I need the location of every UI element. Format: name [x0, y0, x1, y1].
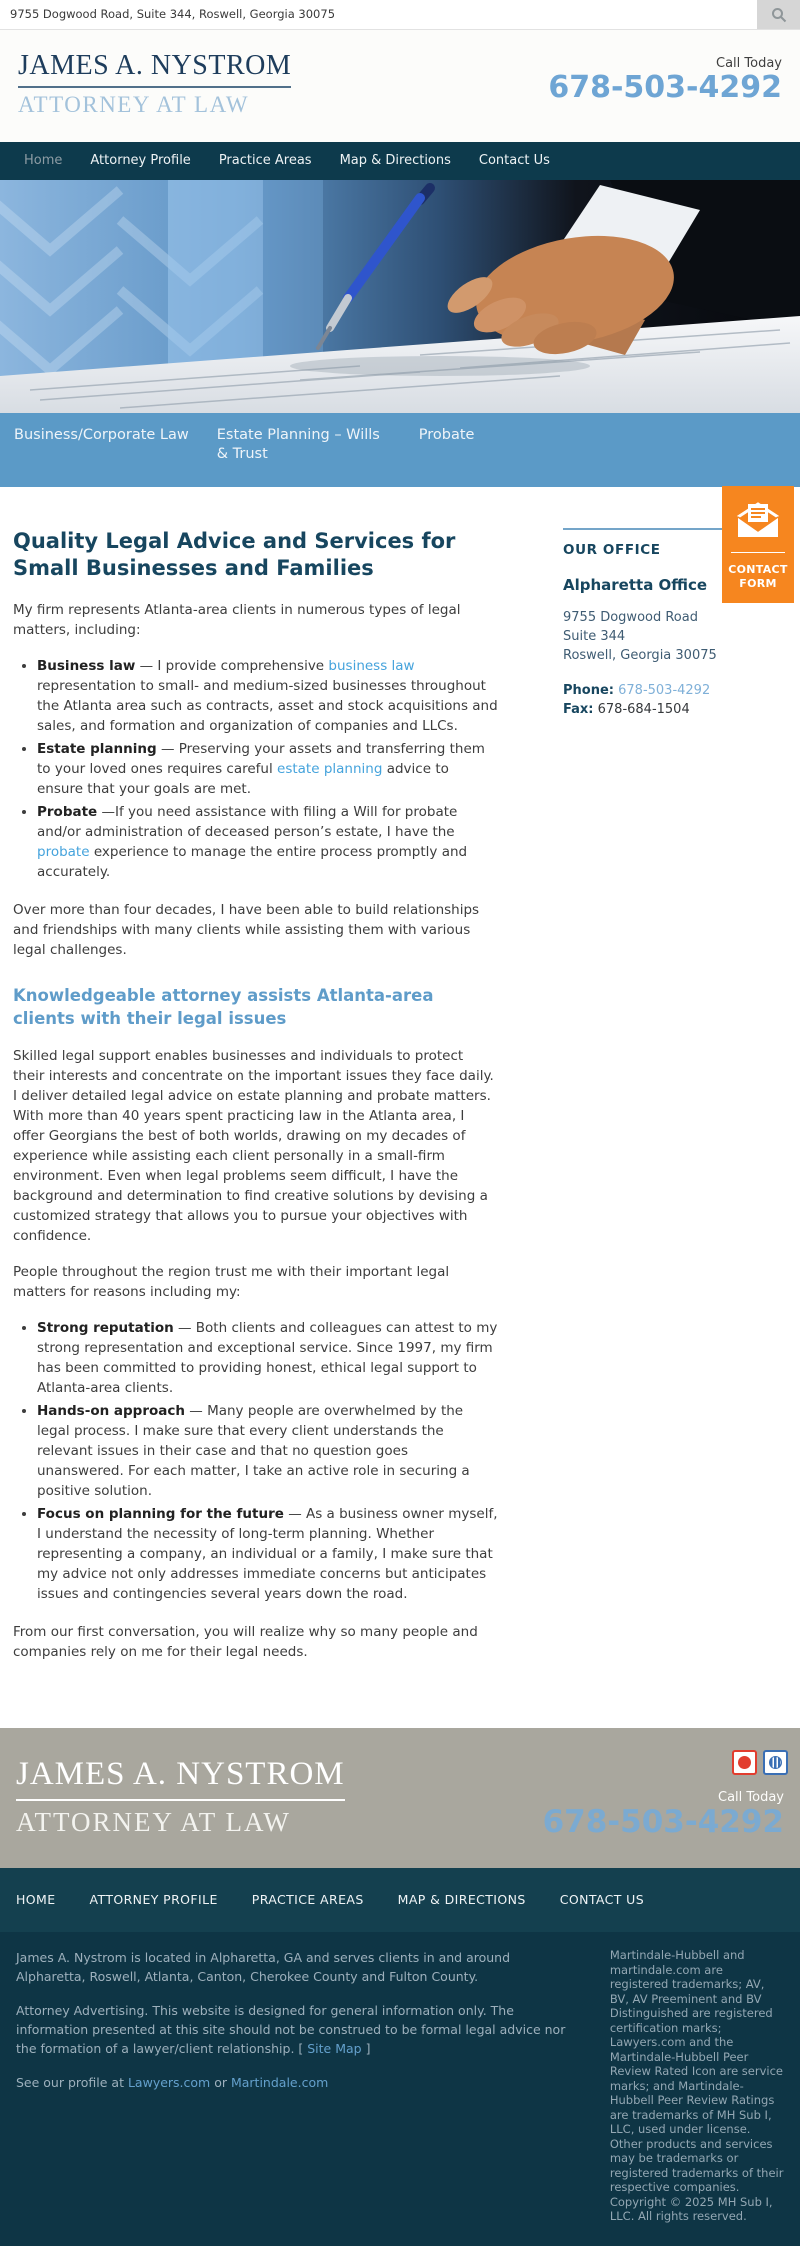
practice-link-probate[interactable]: Probate: [418, 427, 475, 443]
practice-areas-bar: [0, 413, 800, 487]
people-trust-paragraph: People throughout the region trust me with their important legal matters for reasons including my:: [13, 1264, 450, 1300]
footer-call-today-label: Call Today: [718, 1790, 784, 1805]
footer-nav-home[interactable]: HOME: [16, 1892, 56, 1907]
header: [0, 30, 800, 142]
address-line: 9755 Dogwood Road: [563, 610, 698, 625]
section-subheading: Knowledgeable attorney assists Atlanta-area clients with their legal issues: [13, 986, 434, 1028]
bullet-text: — Preserving your assets and transferring them to your loved ones requires careful: [37, 741, 485, 777]
estate-planning-link[interactable]: estate planning: [277, 761, 383, 777]
address-line: Roswell, Georgia 30075: [563, 648, 717, 663]
page-title: Quality Legal Advice and Services for Small Businesses and Families: [13, 529, 456, 580]
social-icon-red[interactable]: [732, 1750, 757, 1775]
fax-number: 678-684-1504: [597, 702, 690, 717]
site-map-link[interactable]: Site Map: [307, 2041, 362, 2056]
nav-item-home[interactable]: Home: [24, 153, 63, 168]
bullet-text: —If you need assistance with filing a Will for probate and/or administration of deceased person’s estate, I have the: [37, 804, 458, 840]
office-phone-link[interactable]: 678-503-4292: [618, 683, 711, 698]
footer-advertising-paragraph: [16, 2001, 566, 2058]
bullet-term: Business law: [37, 658, 136, 674]
footer-profile-text: or: [210, 2075, 231, 2090]
footer-advertising-text: ]: [361, 2041, 371, 2056]
footer-brand-band: [0, 1728, 800, 1868]
decades-paragraph: Over more than four decades, I have been able to build relationships and friendships with many clients while assisting them with various legal challenges.: [13, 902, 480, 958]
list-item: [37, 802, 498, 882]
reasons-bullet-list: [13, 1318, 498, 1604]
nav-item-map-directions[interactable]: Map & Directions: [339, 153, 451, 168]
bullet-term: Strong reputation: [37, 1320, 174, 1336]
list-item: [37, 1318, 498, 1398]
martindale-com-link[interactable]: Martindale.com: [230, 2075, 329, 2090]
list-item: [37, 739, 498, 799]
fax-label: Fax:: [563, 702, 594, 717]
header-phone-number[interactable]: 678-503-4292: [548, 70, 782, 105]
bullet-text: — Both clients and colleagues can attest to my strong representation and exceptional service. Since 1997, my firm has been committed to providing honest, ethical legal support to Atlanta-area clients.: [37, 1320, 498, 1396]
footer-phone-number[interactable]: 678-503-4292: [542, 1804, 784, 1840]
hero-image-graphic: [0, 180, 800, 413]
topbar: [0, 0, 800, 30]
footer-advertising-text: Attorney Advertising. This website is designed for general information only. The information presented at this site should not be construed to be formal legal advice nor the formation of a lawyer/client relationship. [: [16, 2003, 566, 2056]
intro-paragraph: My firm represents Atlanta-area clients in numerous types of legal matters, including:: [13, 602, 461, 638]
closing-paragraph: From our first conversation, you will realize why so many people and companies rely on me for their legal needs.: [13, 1624, 478, 1660]
footer-located-paragraph: James A. Nystrom is located in Alpharetta, GA and serves clients in and around Alpharetta, Roswell, Atlanta, Canton, Cherokee County and Fulton County.: [16, 1950, 511, 1984]
firm-name: JAMES A. NYSTROM: [18, 50, 291, 88]
probate-link[interactable]: probate: [37, 844, 90, 860]
bullet-term: Hands-on approach: [37, 1403, 185, 1419]
firm-tagline: ATTORNEY AT LAW: [18, 92, 250, 117]
phone-label: Phone:: [563, 683, 614, 698]
office-fax-line: [563, 700, 723, 719]
bullet-term: Estate planning: [37, 741, 157, 757]
bullet-text: — I provide comprehensive: [135, 658, 329, 674]
footer-nav-practice-areas[interactable]: PRACTICE AREAS: [251, 1892, 364, 1907]
envelope-icon: [735, 498, 781, 538]
contact-form-label: CONTACT FORM: [728, 563, 788, 590]
address-line: Suite 344: [563, 629, 626, 644]
bullet-text: experience to manage the entire process promptly and accurately.: [37, 844, 468, 880]
footer-nav-attorney-profile[interactable]: ATTORNEY PROFILE: [89, 1892, 218, 1907]
list-item: [37, 1401, 498, 1501]
article-column: [13, 528, 498, 1678]
footer-nav: [0, 1868, 800, 1932]
business-law-link[interactable]: business law: [328, 658, 415, 674]
footer: [0, 1728, 800, 2246]
bullet-text: — Many people are overwhelmed by the legal process. I make sure that every client understands the relevant issues in their case and that no question goes unanswered. For each matter, I take an active role in securing a positive solution.: [37, 1403, 470, 1499]
footer-call-block: [543, 1790, 784, 1839]
footer-nav-map-directions[interactable]: MAP & DIRECTIONS: [397, 1892, 526, 1907]
search-button[interactable]: [757, 0, 800, 29]
topbar-address: 9755 Dogwood Road, Suite 344, Roswell, Georgia 30075: [10, 7, 336, 21]
lawyers-com-link[interactable]: Lawyers.com: [127, 2075, 211, 2090]
search-icon: [771, 7, 787, 23]
office-address: [563, 608, 723, 665]
call-today-label: Call Today: [716, 56, 782, 71]
office-phone-line: [563, 681, 723, 700]
footer-legal-left: [16, 1948, 566, 2246]
list-item: [37, 656, 498, 736]
call-today-block: [548, 56, 782, 106]
blue-badge-glyph: [769, 1756, 782, 1769]
bullet-text: advice to ensure that your goals are met.: [37, 761, 449, 797]
footer-trademark-text: Martindale-Hubbell and martindale.com are registered trademarks; AV, BV, AV Preeminent and BV Distinguished are registered certification marks; Lawyers.com and the Martindale-Hubbell Peer Review Rated Icon are service marks; and Martindale-Hubbell Peer Review Ratings are trademarks of MH Sub I, LLC, used under license. Other products and services may be trademarks or registered trademarks of their respective companies. Copyright © 2025 MH Sub I, LLC. All rights reserved.: [609, 1948, 784, 2223]
nav-item-practice-areas[interactable]: Practice Areas: [218, 153, 312, 168]
skilled-support-paragraph: Skilled legal support enables businesses and individuals to protect their interests and concentrate on the important issues they face daily. I deliver detailed legal advice on estate planning and probate matters. With more than 40 years spent practicing law in the Atlanta area, I offer Georgians the best of both worlds, drawing on my decades of experience while assisting each client personally in a small-firm environment. Even when legal problems seem difficult, I have the background and determination to find creative solutions by devising a customized strategy that allows you to pursue your objectives with confidence.: [13, 1048, 494, 1244]
bullet-text: — As a business owner myself, I understand the necessity of long-term planning. Whether representing a company, an individual or a family, I make sure that my advice not only addresses immediate concerns but anticipates issues and contingencies several years down the road.: [37, 1506, 498, 1602]
practice-link-business-corporate-law[interactable]: Business/Corporate Law: [14, 427, 189, 443]
main-nav: [0, 142, 800, 180]
footer-firm-name: JAMES A. NYSTROM: [16, 1756, 345, 1801]
office-name: Alpharetta Office: [563, 576, 708, 594]
footer-profile-text: See our profile at: [16, 2075, 128, 2090]
contact-form-badge[interactable]: [722, 486, 794, 603]
bullet-term: Probate: [37, 804, 98, 820]
footer-social-icons: [732, 1750, 788, 1775]
hero-image: [0, 180, 800, 413]
nav-item-contact-us[interactable]: Contact Us: [478, 153, 550, 168]
red-badge-glyph: [738, 1756, 751, 1769]
practice-bullet-list: [13, 656, 498, 882]
main-content: [0, 487, 800, 1728]
sidebar-our-office: [563, 528, 723, 719]
footer-firm-tagline: ATTORNEY AT LAW: [16, 1807, 291, 1837]
footer-profile-paragraph: [16, 2073, 566, 2092]
footer-nav-contact-us[interactable]: CONTACT US: [559, 1892, 645, 1907]
footer-firm-logo[interactable]: [16, 1756, 345, 1838]
social-icon-blue[interactable]: [763, 1750, 788, 1775]
badge-divider: [731, 552, 785, 553]
practice-link-estate-planning[interactable]: Estate Planning – Wills & Trust: [216, 427, 380, 462]
bullet-text: representation to small- and medium-sized businesses throughout the Atlanta area such as contracts, asset and stock acquisitions and sales, and formation and organization of companies and LLCs.: [37, 678, 498, 734]
list-item: [37, 1504, 498, 1604]
firm-logo[interactable]: [18, 50, 291, 118]
sidebar-heading: OUR OFFICE: [563, 542, 661, 558]
footer-legal-block: [0, 1932, 800, 2246]
bullet-term: Focus on planning for the future: [37, 1506, 284, 1522]
nav-item-attorney-profile[interactable]: Attorney Profile: [90, 153, 191, 168]
